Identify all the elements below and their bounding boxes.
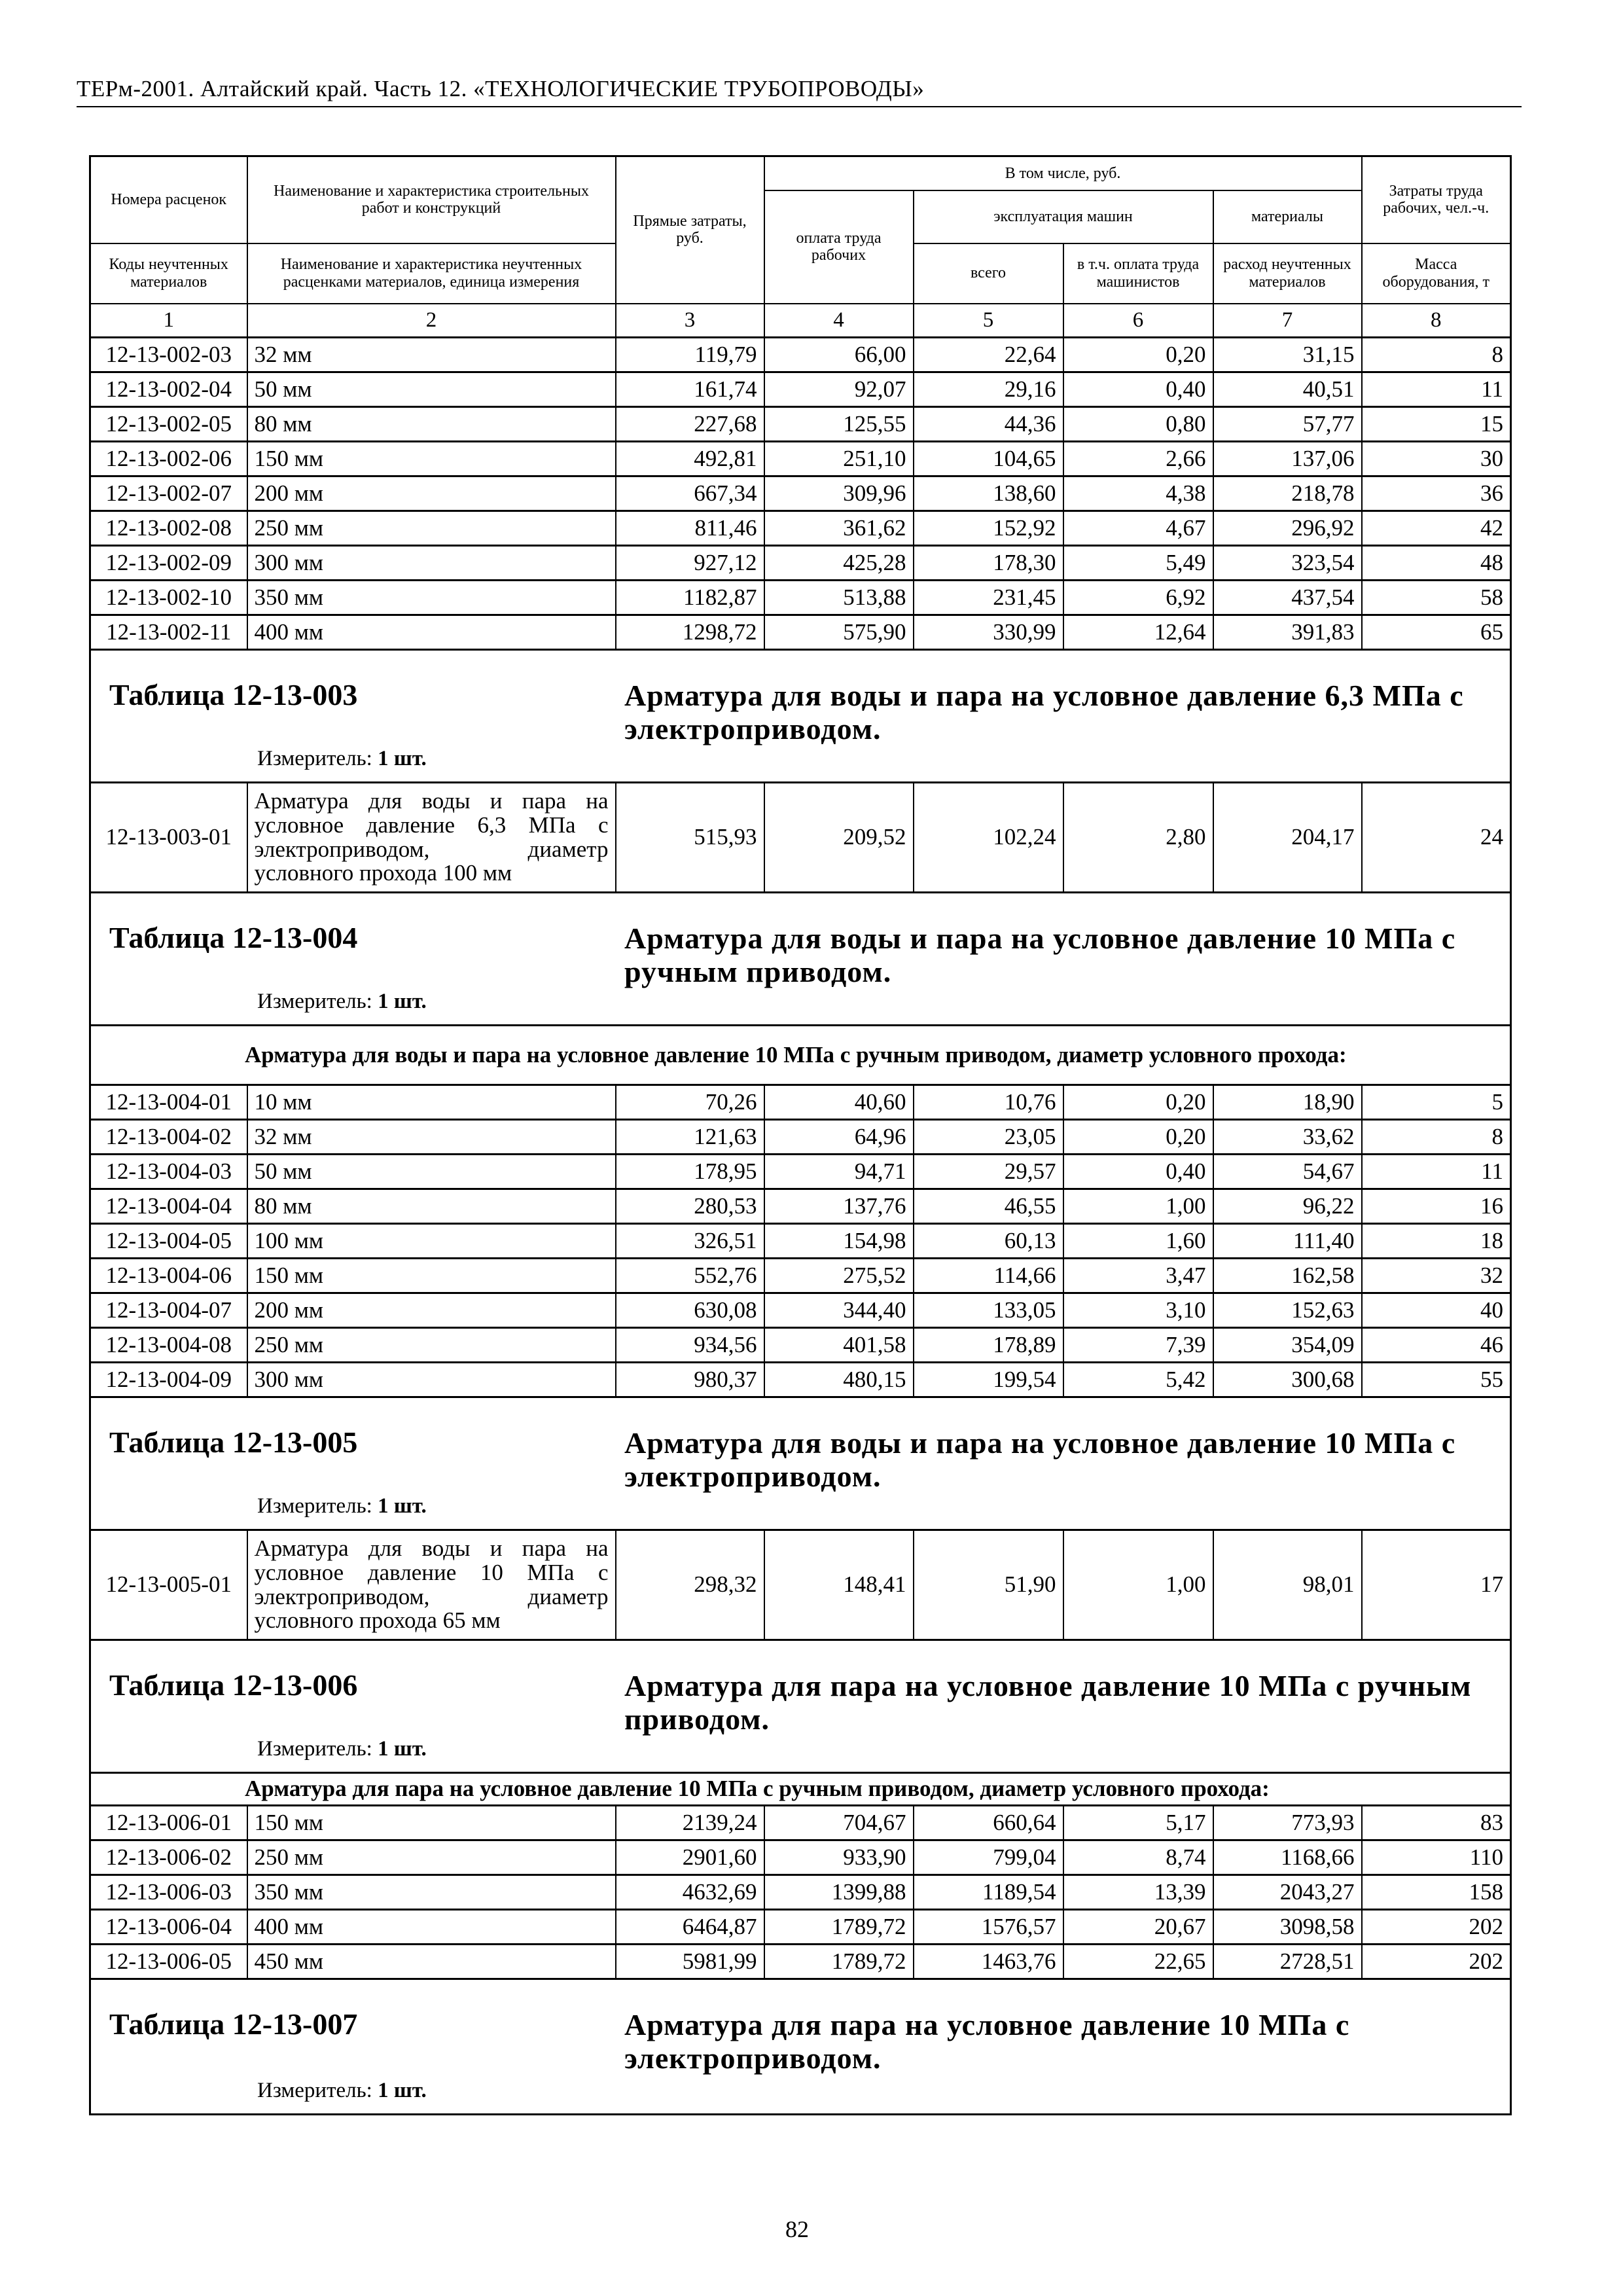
cell-machinist-labor: 22,65 bbox=[1063, 1945, 1213, 1979]
cell-labor-hours: 18 bbox=[1362, 1224, 1511, 1259]
column-number: 6 bbox=[1063, 304, 1213, 338]
cell-materials: 31,15 bbox=[1213, 338, 1362, 372]
cell-direct-cost: 1298,72 bbox=[616, 615, 764, 650]
cell-machinist-labor: 0,80 bbox=[1063, 407, 1213, 442]
section-title: Арматура для пара на условное давление 10 МПа с электроприводом. bbox=[624, 2008, 1350, 2075]
cell-labor-cost: 148,41 bbox=[764, 1530, 914, 1640]
cell-code: 12-13-006-05 bbox=[90, 1945, 247, 1979]
cell-labor-hours: 11 bbox=[1362, 1155, 1511, 1189]
table-section-heading bbox=[91, 651, 1510, 781]
cell-direct-cost: 2139,24 bbox=[616, 1806, 764, 1840]
table-row bbox=[90, 581, 1511, 615]
head-machines: эксплуатация машин bbox=[914, 190, 1213, 243]
head-col6: в т.ч. оплата труда машинистов bbox=[1063, 243, 1213, 304]
head-col3: Прямые затраты, руб. bbox=[616, 156, 764, 304]
cell-description: 80 мм bbox=[247, 407, 616, 442]
cell-direct-cost: 280,53 bbox=[616, 1189, 764, 1224]
cell-labor-hours: 65 bbox=[1362, 615, 1511, 650]
cell-labor-cost: 513,88 bbox=[764, 581, 914, 615]
cell-labor-cost: 309,96 bbox=[764, 476, 914, 511]
cell-labor-hours: 42 bbox=[1362, 511, 1511, 546]
cell-direct-cost: 811,46 bbox=[616, 511, 764, 546]
column-number: 7 bbox=[1213, 304, 1362, 338]
cell-labor-hours: 24 bbox=[1362, 783, 1511, 893]
cell-labor-hours: 11 bbox=[1362, 372, 1511, 407]
unit-of-measure bbox=[257, 2079, 427, 2102]
cell-materials: 2728,51 bbox=[1213, 1945, 1362, 1979]
cell-labor-hours: 15 bbox=[1362, 407, 1511, 442]
cell-machines-total: 133,05 bbox=[914, 1293, 1063, 1328]
cell-code: 12-13-002-07 bbox=[90, 476, 247, 511]
cell-materials: 137,06 bbox=[1213, 442, 1362, 476]
section-number: Таблица 12-13-006 bbox=[109, 1668, 358, 1702]
cell-labor-cost: 64,96 bbox=[764, 1120, 914, 1155]
cell-code: 12-13-002-04 bbox=[90, 372, 247, 407]
head-col4: оплата труда рабочих bbox=[764, 190, 914, 304]
cell-direct-cost: 667,34 bbox=[616, 476, 764, 511]
cell-code: 12-13-006-02 bbox=[90, 1840, 247, 1875]
unit-label: Измеритель: bbox=[257, 2079, 372, 2102]
section-title: Арматура для воды и пара на условное давление 6,3 МПа с электроприводом. bbox=[624, 679, 1464, 745]
cell-machinist-labor: 3,10 bbox=[1063, 1293, 1213, 1328]
cell-code: 12-13-006-03 bbox=[90, 1875, 247, 1910]
cell-direct-cost: 178,95 bbox=[616, 1155, 764, 1189]
cell-labor-hours: 30 bbox=[1362, 442, 1511, 476]
cell-code: 12-13-004-07 bbox=[90, 1293, 247, 1328]
table-section-heading bbox=[91, 1398, 1510, 1529]
cell-machines-total: 138,60 bbox=[914, 476, 1063, 511]
cell-machinist-labor: 0,20 bbox=[1063, 1085, 1213, 1120]
table-row bbox=[90, 783, 1511, 893]
cell-code: 12-13-002-05 bbox=[90, 407, 247, 442]
cell-description: 150 мм bbox=[247, 1259, 616, 1293]
cell-materials: 18,90 bbox=[1213, 1085, 1362, 1120]
head-col2-top: Наименование и характеристика строительных работ и конструкций bbox=[247, 156, 616, 243]
table-row bbox=[90, 1363, 1511, 1397]
cell-machines-total: 44,36 bbox=[914, 407, 1063, 442]
cell-description: 400 мм bbox=[247, 615, 616, 650]
table-row bbox=[90, 1293, 1511, 1328]
cell-description: 400 мм bbox=[247, 1910, 616, 1945]
table-row bbox=[90, 1806, 1511, 1840]
cell-machinist-labor: 6,92 bbox=[1063, 581, 1213, 615]
cell-code: 12-13-005-01 bbox=[90, 1530, 247, 1640]
cell-labor-hours: 17 bbox=[1362, 1530, 1511, 1640]
cell-machinist-labor: 4,38 bbox=[1063, 476, 1213, 511]
cell-machines-total: 799,04 bbox=[914, 1840, 1063, 1875]
group-heading: Арматура для воды и пара на условное давление 10 МПа с ручным приводом, диаметр условного прохода: bbox=[90, 1026, 1511, 1085]
section-number: Таблица 12-13-005 bbox=[109, 1426, 358, 1459]
table-row bbox=[90, 546, 1511, 581]
cell-description: 300 мм bbox=[247, 546, 616, 581]
head-col1-top: Номера расценок bbox=[90, 156, 247, 243]
cell-description: 150 мм bbox=[247, 442, 616, 476]
cell-labor-cost: 92,07 bbox=[764, 372, 914, 407]
unit-value: 1 шт. bbox=[378, 747, 427, 770]
cell-materials: 2043,27 bbox=[1213, 1875, 1362, 1910]
table-row bbox=[90, 372, 1511, 407]
cell-machines-total: 152,92 bbox=[914, 511, 1063, 546]
column-number: 8 bbox=[1362, 304, 1511, 338]
cell-code: 12-13-002-08 bbox=[90, 511, 247, 546]
cell-labor-cost: 209,52 bbox=[764, 783, 914, 893]
table-section-heading bbox=[91, 1641, 1510, 1772]
unit-value: 1 шт. bbox=[378, 990, 427, 1013]
table-row bbox=[90, 615, 1511, 650]
cell-labor-hours: 202 bbox=[1362, 1945, 1511, 1979]
cell-code: 12-13-002-10 bbox=[90, 581, 247, 615]
table-row bbox=[90, 442, 1511, 476]
page-number: 82 bbox=[785, 2216, 809, 2242]
cell-description: 300 мм bbox=[247, 1363, 616, 1397]
cell-labor-cost: 137,76 bbox=[764, 1189, 914, 1224]
cell-machines-total: 29,57 bbox=[914, 1155, 1063, 1189]
cell-machines-total: 46,55 bbox=[914, 1189, 1063, 1224]
cell-labor-hours: 8 bbox=[1362, 338, 1511, 372]
column-number: 5 bbox=[914, 304, 1063, 338]
cell-machinist-labor: 0,40 bbox=[1063, 1155, 1213, 1189]
cell-code: 12-13-002-03 bbox=[90, 338, 247, 372]
cell-direct-cost: 1182,87 bbox=[616, 581, 764, 615]
cell-direct-cost: 121,63 bbox=[616, 1120, 764, 1155]
cell-labor-hours: 158 bbox=[1362, 1875, 1511, 1910]
cell-materials: 57,77 bbox=[1213, 407, 1362, 442]
table-row bbox=[90, 1875, 1511, 1910]
cell-machines-total: 660,64 bbox=[914, 1806, 1063, 1840]
cell-direct-cost: 980,37 bbox=[616, 1363, 764, 1397]
table-row bbox=[90, 1530, 1511, 1640]
cell-labor-hours: 202 bbox=[1362, 1910, 1511, 1945]
cell-machines-total: 114,66 bbox=[914, 1259, 1063, 1293]
cell-direct-cost: 934,56 bbox=[616, 1328, 764, 1363]
cell-direct-cost: 119,79 bbox=[616, 338, 764, 372]
table-row bbox=[90, 407, 1511, 442]
cell-labor-cost: 480,15 bbox=[764, 1363, 914, 1397]
cell-description: 100 мм bbox=[247, 1224, 616, 1259]
table-row bbox=[90, 1945, 1511, 1979]
header-rule bbox=[77, 106, 1522, 107]
cell-code: 12-13-002-06 bbox=[90, 442, 247, 476]
cell-machinist-labor: 1,00 bbox=[1063, 1530, 1213, 1640]
cell-description: 200 мм bbox=[247, 476, 616, 511]
cell-labor-hours: 83 bbox=[1362, 1806, 1511, 1840]
cell-labor-hours: 8 bbox=[1362, 1120, 1511, 1155]
cell-machinist-labor: 12,64 bbox=[1063, 615, 1213, 650]
cell-machines-total: 104,65 bbox=[914, 442, 1063, 476]
section-title: Арматура для воды и пара на условное давление 10 МПа с электроприводом. bbox=[624, 1426, 1456, 1493]
cell-materials: 300,68 bbox=[1213, 1363, 1362, 1397]
cell-machines-total: 1189,54 bbox=[914, 1875, 1063, 1910]
cell-labor-cost: 401,58 bbox=[764, 1328, 914, 1363]
cell-machinist-labor: 8,74 bbox=[1063, 1840, 1213, 1875]
cell-materials: 40,51 bbox=[1213, 372, 1362, 407]
cell-code: 12-13-006-01 bbox=[90, 1806, 247, 1840]
cell-labor-cost: 1789,72 bbox=[764, 1910, 914, 1945]
unit-of-measure bbox=[257, 1495, 427, 1518]
cell-machinist-labor: 5,49 bbox=[1063, 546, 1213, 581]
cell-machines-total: 1463,76 bbox=[914, 1945, 1063, 1979]
cell-labor-cost: 251,10 bbox=[764, 442, 914, 476]
cell-labor-hours: 5 bbox=[1362, 1085, 1511, 1120]
cell-machinist-labor: 5,42 bbox=[1063, 1363, 1213, 1397]
cell-direct-cost: 227,68 bbox=[616, 407, 764, 442]
cell-labor-hours: 16 bbox=[1362, 1189, 1511, 1224]
cell-materials: 1168,66 bbox=[1213, 1840, 1362, 1875]
cell-description: 50 мм bbox=[247, 1155, 616, 1189]
cell-direct-cost: 492,81 bbox=[616, 442, 764, 476]
cell-machinist-labor: 7,39 bbox=[1063, 1328, 1213, 1363]
cell-direct-cost: 2901,60 bbox=[616, 1840, 764, 1875]
table-row bbox=[90, 1224, 1511, 1259]
cell-direct-cost: 630,08 bbox=[616, 1293, 764, 1328]
head-col5: всего bbox=[914, 243, 1063, 304]
cell-description: 200 мм bbox=[247, 1293, 616, 1328]
cell-materials: 33,62 bbox=[1213, 1120, 1362, 1155]
cell-direct-cost: 4632,69 bbox=[616, 1875, 764, 1910]
group-heading: Арматура для пара на условное давление 10 МПа с ручным приводом, диаметр условного прохода: bbox=[90, 1773, 1511, 1806]
section-number: Таблица 12-13-007 bbox=[109, 2007, 358, 2041]
column-number: 1 bbox=[90, 304, 247, 338]
cell-code: 12-13-004-03 bbox=[90, 1155, 247, 1189]
cell-code: 12-13-004-02 bbox=[90, 1120, 247, 1155]
cell-materials: 98,01 bbox=[1213, 1530, 1362, 1640]
table-row bbox=[90, 1085, 1511, 1120]
cell-materials: 111,40 bbox=[1213, 1224, 1362, 1259]
cell-direct-cost: 552,76 bbox=[616, 1259, 764, 1293]
cell-description: 350 мм bbox=[247, 1875, 616, 1910]
head-col8-top: Затраты труда рабочих, чел.-ч. bbox=[1362, 156, 1511, 243]
cell-labor-hours: 55 bbox=[1362, 1363, 1511, 1397]
cell-materials: 391,83 bbox=[1213, 615, 1362, 650]
cell-description: Арматура для воды и пара на условное давление 6,3 МПа с электроприводом, диаметр условного прохода 100 мм bbox=[247, 783, 616, 893]
cell-labor-cost: 704,67 bbox=[764, 1806, 914, 1840]
unit-label: Измеритель: bbox=[257, 1494, 372, 1518]
cell-description: 450 мм bbox=[247, 1945, 616, 1979]
cell-direct-cost: 5981,99 bbox=[616, 1945, 764, 1979]
cell-code: 12-13-003-01 bbox=[90, 783, 247, 893]
unit-of-measure bbox=[257, 1738, 427, 1761]
cell-labor-cost: 40,60 bbox=[764, 1085, 914, 1120]
unit-label: Измеритель: bbox=[257, 990, 372, 1013]
cell-description: 32 мм bbox=[247, 1120, 616, 1155]
table-row bbox=[90, 1910, 1511, 1945]
head-col8-bottom: Масса оборудования, т bbox=[1362, 243, 1511, 304]
cell-direct-cost: 927,12 bbox=[616, 546, 764, 581]
cell-machines-total: 60,13 bbox=[914, 1224, 1063, 1259]
cell-labor-cost: 933,90 bbox=[764, 1840, 914, 1875]
cell-materials: 54,67 bbox=[1213, 1155, 1362, 1189]
cell-direct-cost: 6464,87 bbox=[616, 1910, 764, 1945]
cell-machinist-labor: 0,40 bbox=[1063, 372, 1213, 407]
cell-machines-total: 199,54 bbox=[914, 1363, 1063, 1397]
head-col1-bottom: Коды неучтенных материалов bbox=[90, 243, 247, 304]
cell-machines-total: 231,45 bbox=[914, 581, 1063, 615]
cell-description: 150 мм bbox=[247, 1806, 616, 1840]
cell-labor-cost: 1789,72 bbox=[764, 1945, 914, 1979]
cell-materials: 152,63 bbox=[1213, 1293, 1362, 1328]
head-col2-bottom: Наименование и характеристика неучтенных расценками материалов, единица измерения bbox=[247, 243, 616, 304]
cell-labor-cost: 154,98 bbox=[764, 1224, 914, 1259]
cell-direct-cost: 515,93 bbox=[616, 783, 764, 893]
cell-materials: 773,93 bbox=[1213, 1806, 1362, 1840]
cell-machines-total: 178,30 bbox=[914, 546, 1063, 581]
column-number: 2 bbox=[247, 304, 616, 338]
table-row bbox=[90, 338, 1511, 372]
unit-of-measure bbox=[257, 747, 427, 770]
cell-labor-cost: 344,40 bbox=[764, 1293, 914, 1328]
cell-machinist-labor: 1,00 bbox=[1063, 1189, 1213, 1224]
cell-code: 12-13-002-11 bbox=[90, 615, 247, 650]
cell-machines-total: 29,16 bbox=[914, 372, 1063, 407]
cell-machines-total: 51,90 bbox=[914, 1530, 1063, 1640]
table-row bbox=[90, 1155, 1511, 1189]
cell-labor-hours: 32 bbox=[1362, 1259, 1511, 1293]
unit-value: 1 шт. bbox=[378, 2079, 427, 2102]
cell-labor-cost: 66,00 bbox=[764, 338, 914, 372]
cell-machinist-labor: 0,20 bbox=[1063, 338, 1213, 372]
cell-code: 12-13-004-05 bbox=[90, 1224, 247, 1259]
table-row bbox=[90, 1120, 1511, 1155]
table-row bbox=[90, 1259, 1511, 1293]
cell-machinist-labor: 4,67 bbox=[1063, 511, 1213, 546]
cell-materials: 354,09 bbox=[1213, 1328, 1362, 1363]
cell-labor-hours: 48 bbox=[1362, 546, 1511, 581]
cell-machines-total: 1576,57 bbox=[914, 1910, 1063, 1945]
cell-labor-hours: 58 bbox=[1362, 581, 1511, 615]
cell-materials: 3098,58 bbox=[1213, 1910, 1362, 1945]
cell-direct-cost: 298,32 bbox=[616, 1530, 764, 1640]
cell-machinist-labor: 13,39 bbox=[1063, 1875, 1213, 1910]
cell-materials: 204,17 bbox=[1213, 783, 1362, 893]
cell-labor-cost: 275,52 bbox=[764, 1259, 914, 1293]
table-row bbox=[90, 1189, 1511, 1224]
cell-machines-total: 23,05 bbox=[914, 1120, 1063, 1155]
cell-machines-total: 22,64 bbox=[914, 338, 1063, 372]
cell-labor-hours: 36 bbox=[1362, 476, 1511, 511]
cell-code: 12-13-002-09 bbox=[90, 546, 247, 581]
table-row bbox=[90, 1840, 1511, 1875]
cell-materials: 296,92 bbox=[1213, 511, 1362, 546]
cell-description: 80 мм bbox=[247, 1189, 616, 1224]
cell-direct-cost: 70,26 bbox=[616, 1085, 764, 1120]
cell-labor-cost: 575,90 bbox=[764, 615, 914, 650]
cell-labor-cost: 361,62 bbox=[764, 511, 914, 546]
cell-labor-cost: 425,28 bbox=[764, 546, 914, 581]
unit-of-measure bbox=[257, 990, 427, 1013]
head-incl: В том числе, руб. bbox=[764, 156, 1362, 190]
cell-materials: 218,78 bbox=[1213, 476, 1362, 511]
cell-description: Арматура для воды и пара на условное давление 10 МПа с электроприводом, диаметр условного прохода 65 мм bbox=[247, 1530, 616, 1640]
section-title: Арматура для пара на условное давление 10 МПа с ручным приводом. bbox=[624, 1669, 1472, 1736]
cell-code: 12-13-004-09 bbox=[90, 1363, 247, 1397]
cell-machines-total: 102,24 bbox=[914, 783, 1063, 893]
running-header: ТЕРм-2001. Алтайский край. Часть 12. «ТЕХНОЛОГИЧЕСКИЕ ТРУБОПРОВОДЫ» bbox=[77, 76, 925, 101]
unit-value: 1 шт. bbox=[378, 1494, 427, 1518]
cell-machinist-labor: 20,67 bbox=[1063, 1910, 1213, 1945]
cell-description: 32 мм bbox=[247, 338, 616, 372]
cell-description: 50 мм bbox=[247, 372, 616, 407]
table-section-heading bbox=[91, 1980, 1510, 2113]
column-number: 4 bbox=[764, 304, 914, 338]
cell-labor-cost: 1399,88 bbox=[764, 1875, 914, 1910]
unit-label: Измеритель: bbox=[257, 1737, 372, 1761]
cell-machinist-labor: 0,20 bbox=[1063, 1120, 1213, 1155]
cell-code: 12-13-004-08 bbox=[90, 1328, 247, 1363]
cell-machinist-labor: 3,47 bbox=[1063, 1259, 1213, 1293]
section-number: Таблица 12-13-003 bbox=[109, 678, 358, 711]
cell-labor-cost: 94,71 bbox=[764, 1155, 914, 1189]
head-materials: материалы bbox=[1213, 190, 1362, 243]
unit-label: Измеритель: bbox=[257, 747, 372, 770]
price-table bbox=[89, 155, 1512, 2115]
column-number: 3 bbox=[616, 304, 764, 338]
section-title: Арматура для воды и пара на условное давление 10 МПа с ручным приводом. bbox=[624, 922, 1456, 988]
cell-machines-total: 10,76 bbox=[914, 1085, 1063, 1120]
cell-materials: 96,22 bbox=[1213, 1189, 1362, 1224]
table-row bbox=[90, 1328, 1511, 1363]
cell-description: 250 мм bbox=[247, 511, 616, 546]
unit-value: 1 шт. bbox=[378, 1737, 427, 1761]
table-row bbox=[90, 511, 1511, 546]
cell-machinist-labor: 1,60 bbox=[1063, 1224, 1213, 1259]
cell-machinist-labor: 2,80 bbox=[1063, 783, 1213, 893]
cell-machinist-labor: 2,66 bbox=[1063, 442, 1213, 476]
cell-labor-hours: 110 bbox=[1362, 1840, 1511, 1875]
cell-machines-total: 330,99 bbox=[914, 615, 1063, 650]
cell-materials: 437,54 bbox=[1213, 581, 1362, 615]
cell-labor-cost: 125,55 bbox=[764, 407, 914, 442]
cell-description: 250 мм bbox=[247, 1840, 616, 1875]
cell-labor-hours: 40 bbox=[1362, 1293, 1511, 1328]
cell-machinist-labor: 5,17 bbox=[1063, 1806, 1213, 1840]
cell-direct-cost: 161,74 bbox=[616, 372, 764, 407]
cell-description: 350 мм bbox=[247, 581, 616, 615]
cell-code: 12-13-004-06 bbox=[90, 1259, 247, 1293]
cell-code: 12-13-004-01 bbox=[90, 1085, 247, 1120]
cell-labor-hours: 46 bbox=[1362, 1328, 1511, 1363]
cell-materials: 162,58 bbox=[1213, 1259, 1362, 1293]
cell-direct-cost: 326,51 bbox=[616, 1224, 764, 1259]
cell-description: 250 мм bbox=[247, 1328, 616, 1363]
cell-materials: 323,54 bbox=[1213, 546, 1362, 581]
section-number: Таблица 12-13-004 bbox=[109, 921, 358, 954]
cell-code: 12-13-004-04 bbox=[90, 1189, 247, 1224]
head-col7: расход неучтенных материалов bbox=[1213, 243, 1362, 304]
table-section-heading bbox=[91, 893, 1510, 1024]
cell-machines-total: 178,89 bbox=[914, 1328, 1063, 1363]
cell-code: 12-13-006-04 bbox=[90, 1910, 247, 1945]
cell-description: 10 мм bbox=[247, 1085, 616, 1120]
table-row bbox=[90, 476, 1511, 511]
